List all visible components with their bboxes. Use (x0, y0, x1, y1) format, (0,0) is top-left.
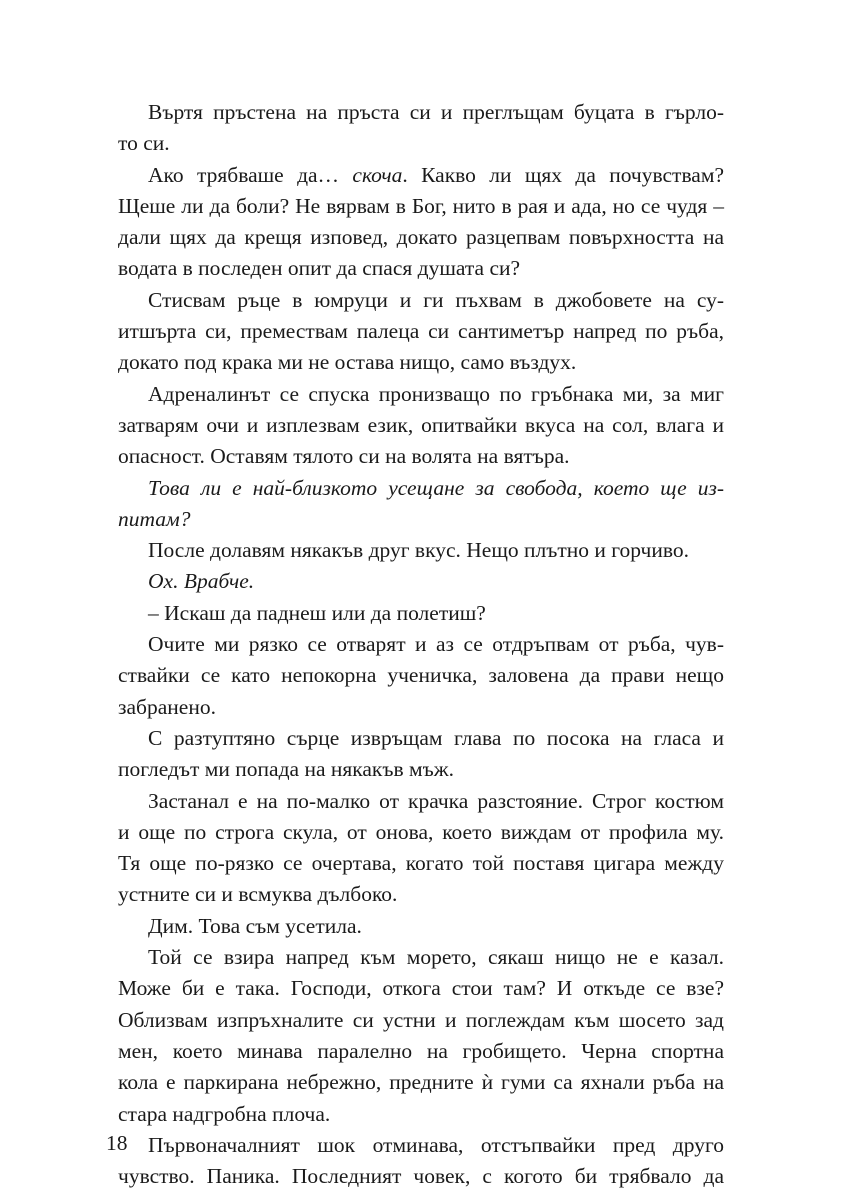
text-line: С разтуптяно сърце извръщам глава по посока на гласа и (148, 725, 724, 750)
page-number: 18 (106, 1131, 128, 1155)
text-line: ствайки се като непокорна ученичка, заловена да прави нещо (118, 663, 724, 688)
paragraph-italic (118, 566, 724, 597)
text-line: Стисвам ръце в юмруци и ги пъхвам в джобовете на су- (148, 287, 724, 312)
text-line: затварям очи и изплезвам език, опитвайки вкуса на сол, влага и (118, 412, 724, 437)
text-run: Ако трябваше да… (148, 162, 353, 187)
text-line: Дим. Това съм усетила. (148, 913, 362, 938)
paragraph (118, 942, 724, 1130)
paragraph (118, 911, 724, 942)
text-line: итшърта си, премествам палеца си сантиметър напред по ръба, (118, 319, 724, 344)
text-line: Той се взира напред към морето, сякаш нищо не е казал. (148, 945, 724, 970)
text-line: Първоначалният шок отминава, отстъпвайки пред друго (148, 1132, 724, 1157)
text-line: опасност. Оставям тялото си на волята на вятъра. (118, 444, 570, 469)
text-line: и още по строга скула, от онова, което виждам от профила му. (118, 819, 724, 844)
text-line: стара надгробна плоча. (118, 1101, 331, 1126)
text-line: Може би е така. Господи, откога стои там? И откъде се взе? (118, 976, 724, 1001)
paragraph-italic (118, 473, 724, 536)
text-line: – Искаш да паднеш или да полетиш? (148, 600, 486, 625)
text-line: Щеше ли да боли? Не вярвам в Бог, нито в рая и ада, но се чудя – (118, 193, 724, 218)
text-line: погледът ми попада на някакъв мъж. (118, 757, 454, 782)
paragraph (118, 379, 724, 473)
text-line: Очите ми рязко се отварят и аз се отдръпвам от ръба, чув- (148, 632, 724, 657)
text-line: Ох. Врабче. (148, 569, 255, 594)
text-line: Адреналинът се спуска пронизващо по гръбнака ми, за миг (148, 381, 724, 406)
body-text (118, 97, 724, 1192)
paragraph (118, 629, 724, 723)
text-line: питам? (118, 506, 191, 531)
text-line: чувство. Паника. Последният човек, с когото би трябвало да (118, 1164, 724, 1189)
paragraph (118, 160, 724, 285)
text-line: дали щях да крещя изповед, докато разцепвам повърхността на (118, 225, 724, 250)
text-line: Въртя пръстена на пръста си и преглъщам буцата в гърло- (148, 100, 724, 124)
paragraph (118, 285, 724, 379)
text-line: мен, което минава паралелно на гробището. Черна спортна (118, 1038, 724, 1063)
paragraph (118, 1130, 724, 1193)
paragraph (118, 786, 724, 911)
text-line: устните си и всмуква дълбоко. (118, 882, 398, 907)
text-line: Облизвам изпръхналите си устни и поглеждам към шосето зад (118, 1007, 724, 1032)
paragraph-dialogue (118, 598, 724, 629)
paragraph (118, 97, 724, 160)
text-run: . Какво ли щях да почувствам? (402, 162, 725, 187)
text-line: докато под крака ми не остава нищо, само въздух. (118, 350, 577, 375)
text-line: кола е паркирана небрежно, предните ѝ гуми са яхнали ръба на (118, 1070, 724, 1095)
text-line (118, 160, 724, 191)
text-line: забранено. (118, 694, 216, 719)
text-line: то си. (118, 131, 170, 156)
italic-word: скоча (352, 162, 403, 187)
paragraph (118, 723, 724, 786)
text-line: После долавям някакъв друг вкус. Нещо плътно и горчиво. (148, 538, 689, 563)
text-line: Тя още по-рязко се очертава, когато той поставя цигара между (118, 851, 724, 876)
text-line: Застанал е на по-малко от крачка разстояние. Строг костюм (148, 788, 724, 813)
text-line: Това ли е най-близкото усещане за свобода, което ще из- (148, 475, 724, 500)
text-line: водата в последен опит да спася душата си? (118, 256, 521, 281)
paragraph (118, 535, 724, 566)
